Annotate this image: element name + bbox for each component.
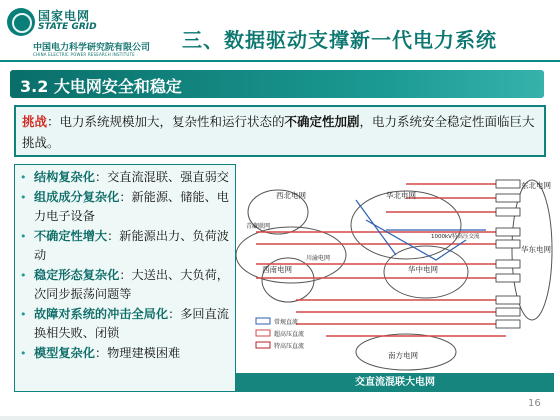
station-box: [496, 296, 520, 304]
ac-label: 1000kV特高压交流: [431, 234, 480, 240]
point-key: 组成成分复杂化: [34, 189, 120, 204]
challenge-highlight: 不确定性加剧: [284, 114, 360, 129]
region-label: 南方电网: [388, 351, 418, 360]
ac-line: [366, 220, 466, 260]
list-item: [18, 188, 240, 227]
section-title: 3.2 大电网安全和稳定: [20, 77, 182, 96]
footer-divider: [0, 416, 560, 420]
page-title: 三、数据驱动支撑新一代电力系统: [182, 28, 497, 52]
logo-en-text: STATE GRID: [38, 22, 97, 32]
org-name-cn: 中国电力科学研究院有限公司: [33, 43, 151, 53]
legend-swatch: [256, 330, 270, 336]
region-label: 东北电网: [521, 181, 551, 190]
grid-diagram: [236, 160, 554, 380]
diagram-caption-text: 交直流混联大电网: [355, 377, 435, 388]
list-item: [18, 305, 240, 344]
list-item: [18, 227, 240, 266]
station-box: [496, 228, 520, 236]
point-key: 故障对系统的冲击全局化: [34, 306, 169, 321]
page-number: 16: [528, 398, 541, 409]
point-text: ：新能源、储能、电力电子设备: [34, 189, 229, 223]
point-text: ：新能源出力、负荷波动: [34, 228, 229, 262]
point-key: 稳定形态复杂化: [34, 267, 120, 282]
point-text: ：物理建模困难: [94, 345, 181, 360]
station-box: [496, 208, 520, 216]
header-divider: [0, 60, 560, 62]
bullet-icon: •: [20, 346, 27, 360]
challenge-text-before: ：电力系统规模加大，复杂性和运行状态的: [47, 114, 285, 129]
logo-cn-text: 国家电网: [38, 9, 91, 23]
station-box: [496, 308, 520, 316]
point-text: ：大送出、大负荷，次同步振荡问题等: [34, 267, 229, 301]
list-item: [18, 266, 240, 305]
station-box: [496, 194, 520, 202]
region-label: 西北电网: [276, 191, 306, 200]
legend-label: 超高压直流: [274, 331, 305, 338]
bullet-icon: •: [20, 229, 27, 243]
list-item: [18, 344, 240, 364]
bullet-icon: •: [20, 171, 27, 184]
region-label: 华中电网: [408, 265, 438, 274]
region-label: 青藏联网: [246, 223, 271, 230]
legend-label: 特高压直流: [274, 343, 305, 350]
point-key: 模型复杂化: [34, 345, 95, 360]
station-box: [496, 260, 520, 268]
station-boxes: [496, 180, 520, 328]
region-label: 西南电网: [262, 265, 292, 274]
points-list: [18, 168, 240, 363]
legend-swatch: [256, 342, 270, 348]
point-text: ：交直流混联、强直弱交: [94, 170, 229, 184]
challenge-text-after: ，电力系统安全稳定性面临巨大挑战。: [22, 114, 535, 150]
point-text: ：多回直流换相失败、闭锁: [34, 306, 229, 340]
region-label: 华东电网: [521, 245, 551, 254]
diagram-caption: [236, 373, 554, 392]
legend: [256, 318, 304, 350]
list-item: [18, 168, 240, 188]
station-box: [496, 320, 520, 328]
bullet-icon: •: [20, 307, 27, 321]
ac-lines: [356, 200, 486, 260]
station-box: [496, 240, 520, 248]
region-label: 川渝电网: [306, 255, 331, 262]
bullet-icon: •: [20, 268, 27, 282]
ac-line: [356, 200, 396, 255]
legend-swatch: [256, 318, 270, 324]
challenge-text: [22, 111, 542, 153]
station-box: [496, 274, 520, 282]
legend-label: 常规直流: [274, 319, 299, 326]
logo-ring-icon: [12, 13, 32, 33]
station-box: [496, 180, 520, 188]
point-key: 不确定性增大: [34, 228, 108, 243]
region-label: 华北电网: [386, 191, 416, 200]
dc-lines: [256, 184, 506, 336]
org-name-en: CHINA ELECTRIC POWER RESEARCH INSTITUTE: [33, 52, 135, 57]
challenge-label: 挑战: [22, 114, 48, 129]
point-key: 结构复杂化: [34, 170, 95, 184]
bullet-icon: •: [20, 190, 27, 204]
